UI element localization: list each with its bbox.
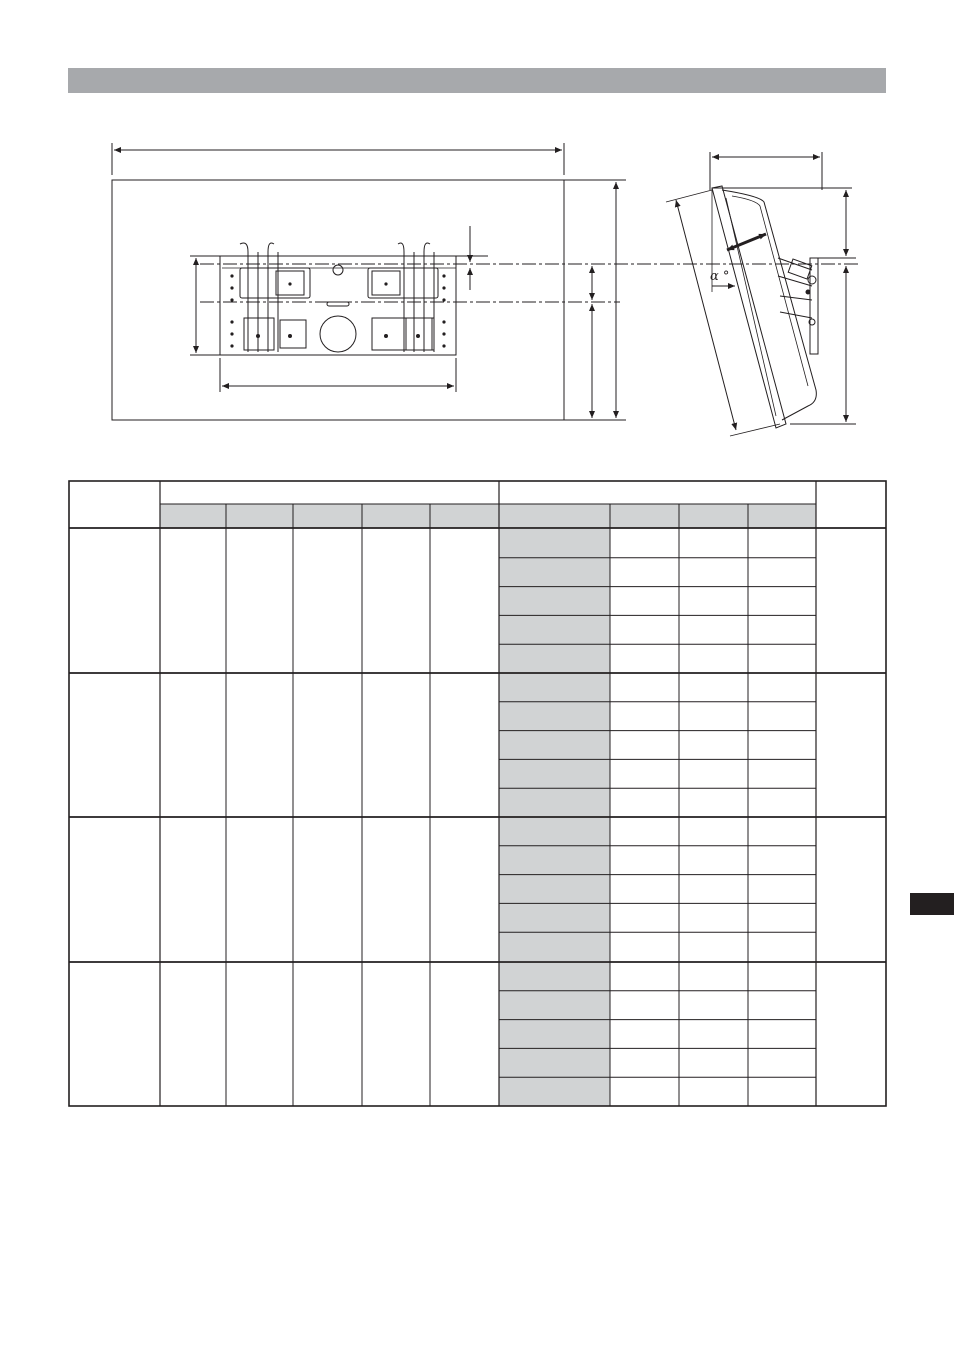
tilt-angle-label: α °: [710, 269, 730, 284]
wall-bracket: [810, 258, 818, 354]
spec-table: [69, 481, 886, 1106]
tilt-direction-arrow: [727, 234, 766, 250]
side-view: [666, 152, 856, 436]
tilted-display-side: [712, 186, 786, 428]
